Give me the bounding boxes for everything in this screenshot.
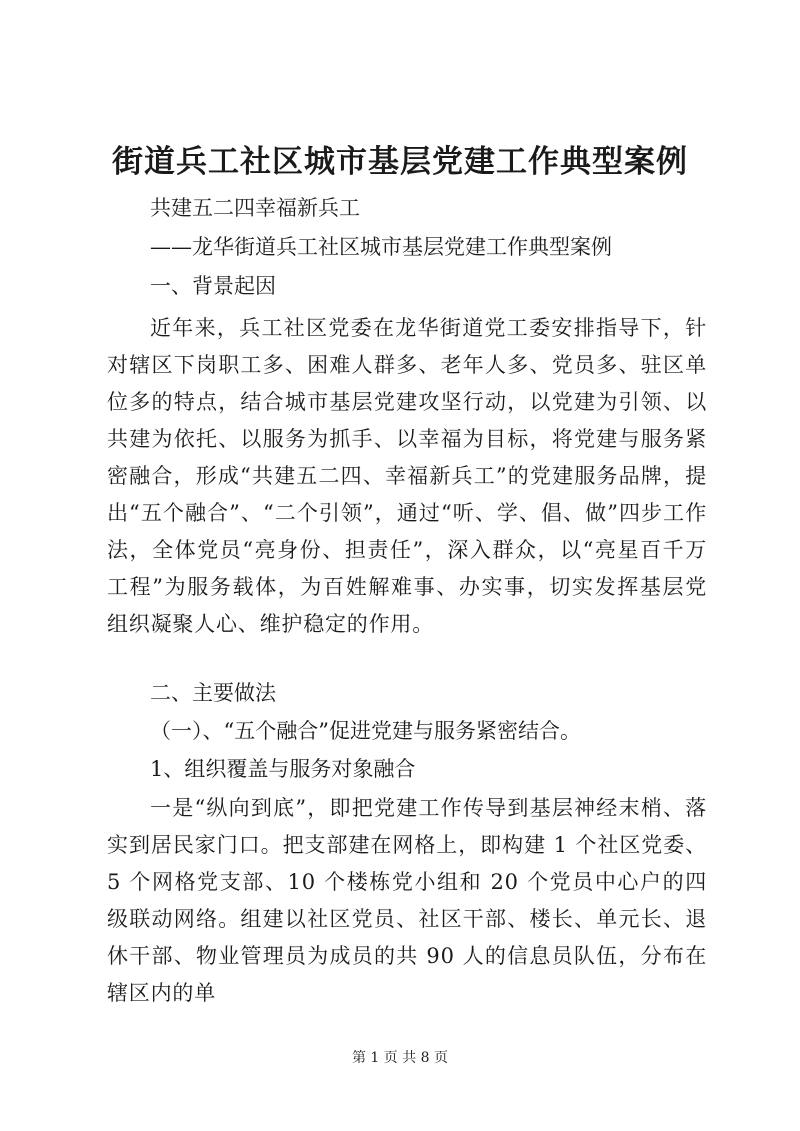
document-title: 街道兵工社区城市基层党建工作典型案例: [112, 144, 688, 180]
document-subtitle: 共建五二四幸福新兵工: [150, 196, 360, 220]
document-byline: ——龙华街道兵工社区城市基层党建工作典型案例: [150, 235, 612, 259]
paragraph-2: 一是“纵向到底”，即把党建工作传导到基层神经末梢、落实到居民家门口。把支部建在网格上，即构建 1 个社区党委、5 个网格党支部、10 个楼栋党小组和 20 个党员中心户的四级联动网络。组建以社区党员、社区干部、楼长、单元长、退休干部、物业管理员为成员的共 90 人的信息员队伍，分布在辖区内的单: [107, 796, 707, 1005]
page-footer: 第 1 页 共 8 页: [351, 1050, 449, 1066]
item-1-heading: 1、组织覆盖与服务对象融合: [150, 757, 416, 781]
subsection-1-heading: （一）、“五个融合”促进党建与服务紧密结合。: [150, 719, 581, 743]
paragraph-1: 近年来，兵工社区党委在龙华街道党工委安排指导下，针对辖区下岗职工多、困难人群多、老年人多、党员多、驻区单位多的特点，结合城市基层党建攻坚行动，以党建为引领、以共建为依托、以服务为抓手、以幸福为目标，将党建与服务紧密融合，形成“共建五二四、幸福新兵工”的党建服务品牌，提出“五个融合”、“二个引领”，通过“听、学、倡、做”四步工作法，全体党员“亮身份、担责任”，深入群众，以“亮星百千万工程”为服务载体，为百姓解难事、办实事，切实发挥基层党组织凝聚人心、维护稳定的作用。: [107, 316, 707, 636]
section-1-heading: 一、背景起因: [150, 274, 276, 298]
section-2-heading: 二、主要做法: [150, 681, 276, 705]
